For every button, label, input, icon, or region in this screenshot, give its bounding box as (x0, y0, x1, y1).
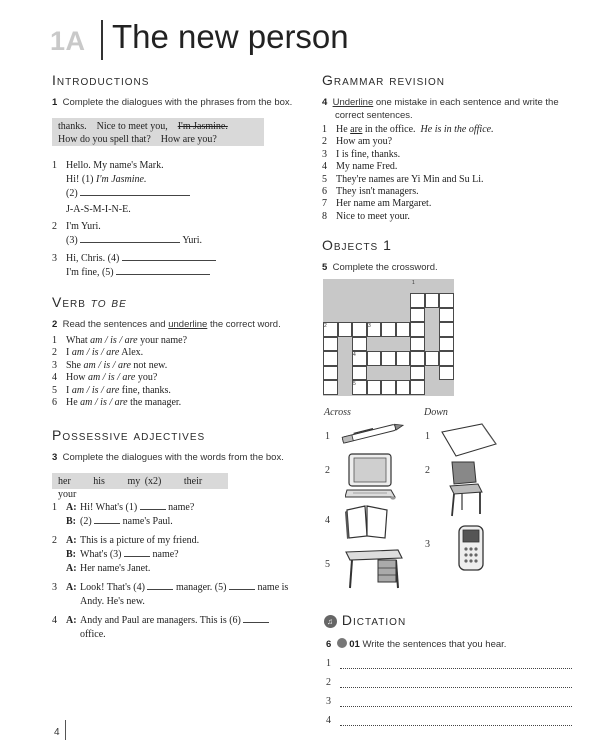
sentence-text: He (336, 124, 348, 135)
dictation-answer-line[interactable] (340, 687, 572, 688)
dictation-heading (324, 612, 406, 628)
dictation-answer-line[interactable] (340, 706, 572, 707)
phrase: How do you spell that? (58, 134, 151, 145)
answer-blank[interactable] (94, 515, 120, 524)
sentence-text: How am you? (336, 136, 393, 148)
crossword-cell[interactable] (338, 322, 353, 337)
sentence-text: Alex. (121, 347, 144, 359)
speaker-label: A: (66, 535, 77, 546)
word: your (58, 489, 77, 500)
item-number: 2 (322, 136, 327, 148)
sentence-text: your name? (140, 335, 188, 346)
track-number: 01 (349, 639, 360, 650)
phrase-struck: I'm Jasmine. (177, 121, 228, 132)
word-options[interactable]: am / is / are (83, 359, 131, 371)
sentence-text: not new. (133, 359, 168, 371)
crossword-cell[interactable] (439, 337, 454, 352)
phrase-box (52, 118, 264, 146)
grammar-list (322, 124, 494, 223)
exercise-number: 3 (52, 452, 58, 463)
objects-heading: Objects 1 (322, 237, 392, 253)
answer-blank[interactable] (140, 501, 166, 510)
dialogue-line: J-A-S-M-I-N-E. (66, 204, 131, 215)
cell-number-2: 2 (324, 323, 327, 329)
dialogue-line: What's (3) (80, 549, 122, 560)
crossword-cell[interactable] (323, 337, 338, 352)
dialogue-line: Look! That's (4) (80, 582, 145, 593)
grammar-heading: Grammar revision (322, 72, 446, 88)
desk-icon (340, 548, 406, 590)
word-options[interactable]: am / is / are (87, 372, 136, 384)
instruction-text: the correct word. (209, 319, 281, 330)
chair-icon (444, 460, 484, 518)
verb-item (52, 385, 187, 397)
item-number: 6 (322, 186, 327, 198)
item-number: 4 (52, 615, 57, 626)
sentence-text: She (66, 359, 81, 371)
phrase: How are you? (160, 134, 217, 145)
item-number: 2 (52, 535, 57, 546)
down-clue-1-number: 1 (425, 431, 430, 442)
dictation-line-4-number: 4 (326, 715, 331, 726)
instruction-text: correct sentences. (335, 110, 413, 121)
crossword-cell[interactable] (410, 308, 425, 323)
cell-number-1: 1 (412, 280, 415, 286)
item-number: 3 (52, 582, 57, 593)
crossword-cell[interactable] (410, 351, 425, 366)
instruction-text: Complete the dialogues with the phrases from the box. (62, 97, 293, 108)
dialogue-line: Andy and Paul are managers. This is (6) (80, 615, 241, 626)
item-number: 1 (322, 124, 327, 135)
cell-number-4: 4 (353, 352, 356, 358)
speaker-label: B: (66, 549, 76, 560)
crossword-cell[interactable] (352, 366, 367, 381)
sentence-text: What (66, 335, 88, 346)
verb-item (52, 397, 187, 409)
dialogue-line: name is (257, 582, 289, 593)
exercise-5-instruction (322, 261, 572, 274)
exercise-3-instruction (52, 451, 312, 464)
cd-icon (337, 638, 347, 648)
sentence-text: My name Fred. (336, 161, 398, 173)
crossword-cell[interactable] (396, 380, 411, 395)
item-number: 3 (52, 359, 57, 371)
dictation-answer-line[interactable] (340, 668, 572, 669)
crossword-cell[interactable] (410, 366, 425, 381)
dialogue-line: office. (80, 629, 106, 640)
exercise-number: 6 (326, 639, 332, 650)
item-number: 1 (52, 502, 57, 513)
crossword-cell[interactable] (352, 337, 367, 352)
item-number: 3 (322, 148, 327, 160)
instruction-underlined: Underline (332, 97, 374, 108)
dialogue-line: This is a picture of my friend. (80, 535, 200, 546)
sentence-underlined: are (350, 124, 363, 135)
cell-number-5: 5 (353, 381, 356, 387)
crossword-cell[interactable] (425, 293, 440, 308)
instruction-text: Complete the dialogues with the words from the box. (62, 452, 284, 463)
verb-list (52, 335, 187, 409)
exercise-number: 5 (322, 262, 328, 273)
dialogue-line: (2) (80, 516, 92, 527)
sentence-text: Nice to meet your. (336, 210, 410, 222)
sentence-text: I (66, 384, 70, 396)
page-title: The new person (112, 18, 349, 55)
word: their (183, 476, 203, 487)
cell-number-3: 3 (368, 323, 371, 329)
dialogue-line: Yuri. (182, 235, 203, 246)
example-answer: He is in the office. (420, 124, 494, 135)
unit-code: 1A (50, 26, 86, 56)
dialogue-line: name's Paul. (122, 516, 173, 527)
sentence-text: the manager. (130, 397, 182, 409)
crossword-cell[interactable] (439, 351, 454, 366)
crossword-cell[interactable] (381, 322, 396, 337)
exercise-4-instruction (322, 96, 572, 122)
speaker-label: A: (66, 502, 77, 513)
dialogue-line: Hi, Chris. (4) (66, 253, 120, 264)
crossword-cell[interactable] (396, 351, 411, 366)
answer-blank[interactable] (80, 187, 190, 196)
sentence-text: I is fine, thanks. (336, 148, 401, 160)
crossword-cell[interactable] (439, 308, 454, 323)
down-clue-2-number: 2 (425, 465, 430, 476)
speaker-label: A: (66, 615, 77, 626)
word-options[interactable]: am / is / are (71, 347, 120, 359)
sentence-text: They're names are Yi Min and Su Li. (336, 173, 484, 185)
crossword-cell[interactable] (439, 366, 454, 381)
exercise-1-instruction (52, 96, 312, 109)
sentence-text: How (66, 372, 86, 384)
crossword-cell[interactable] (425, 351, 440, 366)
across-heading: Across (324, 407, 351, 418)
sentence-text: in the office. (364, 124, 416, 135)
introductions-heading: Introductions (52, 72, 150, 88)
word: her (58, 476, 71, 487)
crossword-cell[interactable] (323, 380, 338, 395)
dialogue-line: Her name's Janet. (80, 563, 151, 574)
instruction-text: Complete the crossword. (332, 262, 438, 273)
dialogue-line: name? (168, 502, 195, 513)
speaker-label: B: (66, 516, 76, 527)
possessive-dialogue-1 (52, 501, 194, 529)
verb-item (52, 360, 187, 372)
dialogue-line: manager. (5) (175, 582, 227, 593)
crossword-cell[interactable] (381, 351, 396, 366)
dialogue-line: I'm fine, (5) (66, 267, 114, 278)
sentence-text: He (66, 397, 78, 409)
answer-blank[interactable] (116, 266, 210, 275)
phrase: Nice to meet you, (96, 121, 168, 132)
dialogue-1 (52, 159, 190, 217)
sentence-text: They isn't managers. (336, 186, 419, 198)
crossword-cell[interactable] (323, 351, 338, 366)
possessive-heading: Possessive adjectives (52, 427, 206, 443)
item-number: 5 (322, 173, 327, 185)
item-number: 3 (52, 253, 57, 264)
possessive-dialogue-2 (52, 534, 199, 576)
item-number: 1 (52, 335, 57, 346)
exercise-2-instruction (52, 318, 312, 331)
answer-blank[interactable] (243, 614, 269, 623)
down-heading: Down (424, 407, 448, 418)
answer-blank[interactable] (122, 252, 216, 261)
exercise-number: 1 (52, 97, 58, 108)
dialogue-line: I'm Yuri. (66, 221, 101, 232)
item-number: 6 (52, 397, 57, 409)
dialogue-line: name? (152, 549, 179, 560)
crossword-cell[interactable] (367, 351, 382, 366)
dialogue-2 (52, 220, 202, 248)
phrase: thanks. (58, 121, 87, 132)
instruction-underlined: underline (168, 319, 208, 330)
audio-icon: ♫ (324, 615, 337, 628)
sentence-text: fine, thanks. (121, 384, 171, 396)
crossword-cell[interactable] (410, 293, 425, 308)
across-clue-4-number: 4 (325, 515, 330, 526)
down-clue-3-number: 3 (425, 539, 430, 550)
word-options[interactable]: am / is / are (71, 384, 120, 396)
dialogue-line: Andy. He's new. (80, 596, 145, 607)
possessive-dialogue-4 (52, 614, 269, 642)
crossword-cell[interactable] (410, 380, 425, 395)
verb-item (52, 372, 187, 384)
possessive-dialogue-3 (52, 581, 288, 609)
word: my (x2) (127, 476, 162, 487)
verb-item (52, 347, 187, 359)
instruction-text: Read the sentences and (62, 319, 166, 330)
sentence-text: you? (137, 372, 158, 384)
dialogue-3 (52, 252, 216, 280)
instruction-text: Write the sentences that you hear. (362, 639, 507, 650)
dialogue-line: Hello. My name's Mark. (66, 160, 164, 171)
dictation-line-1-number: 1 (326, 658, 331, 669)
dialogue-line: (3) (66, 235, 78, 246)
exercise-number: 2 (52, 319, 58, 330)
dictation-line-2-number: 2 (326, 677, 331, 688)
crossword-cell[interactable] (367, 380, 382, 395)
heading-text-italic: to be (90, 294, 127, 310)
crossword-cell[interactable] (439, 322, 454, 337)
item-number: 2 (52, 221, 57, 232)
verb-item (52, 335, 187, 347)
answer-blank[interactable] (229, 581, 255, 590)
answer-blank[interactable] (124, 548, 150, 557)
across-clue-5-number: 5 (325, 559, 330, 570)
computer-icon (345, 452, 397, 500)
page-number-divider (65, 720, 66, 740)
across-clue-1-number: 1 (325, 431, 330, 442)
crossword-grid (323, 279, 454, 396)
page-number: 4 (54, 727, 60, 738)
dictation-answer-line[interactable] (340, 725, 572, 726)
exercise-6-instruction (326, 638, 586, 651)
instruction-text: one mistake in each sentence and write the (375, 97, 559, 108)
item-number: 7 (322, 198, 327, 210)
example-answer: I'm Jasmine. (96, 174, 147, 185)
sentence-text: I (66, 347, 70, 359)
header-divider (101, 20, 103, 60)
word-options[interactable]: am / is / are (90, 335, 138, 346)
heading-text: Dictation (341, 612, 407, 628)
crossword-cell[interactable] (396, 322, 411, 337)
word-options[interactable]: am / is / are (80, 397, 128, 409)
paper-icon (438, 422, 498, 458)
dictation-line-3-number: 3 (326, 696, 331, 707)
item-number: 1 (52, 160, 57, 171)
crossword-cell[interactable] (323, 366, 338, 381)
heading-text: Verb (52, 294, 86, 310)
speaker-label: A: (66, 582, 77, 593)
verb-heading (52, 294, 127, 310)
item-number: 5 (52, 384, 57, 396)
item-number: 8 (322, 210, 327, 222)
across-clue-2-number: 2 (325, 465, 330, 476)
dialogue-line: (2) (66, 188, 78, 199)
sentence-text: Her name am Margaret. (336, 198, 432, 210)
dialogue-line: Hi! (1) (66, 174, 94, 185)
crossword-cell[interactable] (352, 322, 367, 337)
exercise-number: 4 (322, 97, 328, 108)
book-icon (343, 504, 391, 540)
crossword-cell[interactable] (381, 380, 396, 395)
answer-blank[interactable] (147, 581, 173, 590)
word: his (93, 476, 105, 487)
mobile-phone-icon (456, 524, 488, 572)
crossword-cell[interactable] (410, 337, 425, 352)
answer-blank[interactable] (80, 234, 180, 243)
crossword-cell[interactable] (410, 322, 425, 337)
speaker-label: A: (66, 563, 77, 574)
pen-icon (338, 421, 406, 445)
item-number: 4 (52, 372, 57, 384)
crossword-cell[interactable] (439, 293, 454, 308)
item-number: 2 (52, 347, 57, 359)
dialogue-line: Hi! What's (1) (80, 502, 138, 513)
word-box (52, 473, 228, 500)
item-number: 4 (322, 161, 327, 173)
